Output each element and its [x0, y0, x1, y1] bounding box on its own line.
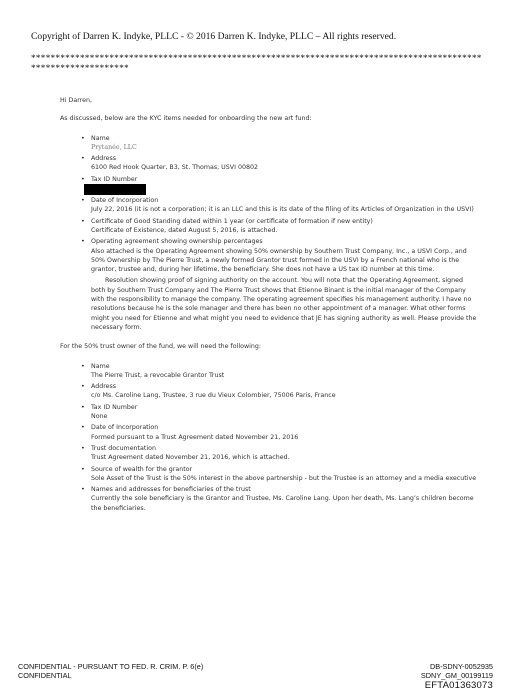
- section2-intro: For the 50% trust owner of the fund, we will need the following:: [60, 343, 261, 351]
- trust-benef-value: Currently the sole beneficiary is the Grantor and Trustee, Ms. Caroline Lang. Upon her death, Ms. Lang’s children become the beneficiaries.: [91, 495, 474, 512]
- greeting: Hi Darren,: [60, 97, 92, 104]
- fund-opagreement-value: Also attached is the Operating Agreement showing 50% ownership by Southern Trust Company, Inc., a USVI Corp., and 50% Ownership by The Pierre Trust, a newly formed Grantor trust formed in the USVI by a French national who is the grantor, trustee and, during her lifetime, the beneficiary. She does not have a US tax ID number at this time.: [91, 247, 467, 274]
- fund-kyc-list: [60, 134, 478, 333]
- trust-kyc-list: [60, 362, 478, 513]
- confidential-line-1: CONFIDENTIAL - PURSUANT TO FED. R. CRIM. P. 6(e): [18, 662, 204, 671]
- fund-incorp-label: • Date of Incorporation: [60, 196, 478, 205]
- confidential-footer: [18, 663, 203, 680]
- fund-name-value: Prytanée, LLC: [91, 143, 137, 151]
- doc-id-2: SDNY_GM_00199119: [420, 670, 493, 680]
- bates-number: EFTA01363073: [424, 680, 493, 691]
- letter-body: [60, 96, 478, 515]
- confidential-line-2: CONFIDENTIAL: [18, 670, 72, 680]
- trust-address-label: • Address: [60, 382, 478, 391]
- trust-taxid-value: None: [91, 413, 108, 421]
- fund-name-label: • Name: [60, 134, 478, 143]
- trust-incorp-value: Formed pursuant to a Trust Agreement dated November 21, 2016: [91, 433, 299, 441]
- trust-doc-label: • Trust documentation: [60, 444, 478, 453]
- trust-address-value: c/o Ms. Caroline Lang, Trustee, 3 rue du Vieux Colombier, 75006 Paris, France: [91, 392, 336, 400]
- trust-doc-value: Trust Agreement dated November 21, 2016, which is attached.: [91, 454, 290, 462]
- trust-name-value: The Pierre Trust, a revocable Grantor Trust: [91, 371, 225, 379]
- trust-wealth-label: • Source of wealth for the grantor: [60, 465, 478, 474]
- copyright-notice: Copyright of Darren K. Indyke, PLLC - © 2016 Darren K. Indyke, PLLC – All rights reserved.: [31, 31, 397, 42]
- trust-taxid-label: • Tax ID Number: [60, 403, 478, 412]
- fund-opagreement-label: • Operating agreement showing ownership percentages: [60, 237, 478, 246]
- fund-goodstanding-label: • Certificate of Good Standing dated within 1 year (or certificate of formation if new entity): [60, 217, 478, 226]
- trust-incorp-label: • Date of Incorporation: [60, 423, 478, 432]
- fund-goodstanding-value: Certificate of Existence, dated August 5, 2016, is attached.: [91, 226, 278, 234]
- fund-resolution-value: Resolution showing proof of signing authority on the account. You will note that the Operating Agreement, signed both by Southern Trust Company and The Pierre Trust shows that Etienne Binant is the initial manager of the Company with the responsibility to manage the company. The operating agreement specifies his management authority. I have no resolutions because he is the sole manager and there has been no other appointment of a manager. What other forms might you need for Etienne and what might you need to evidence that JE has signing authority as well. Please provide the necessary form.: [91, 277, 477, 331]
- redaction-bar: [84, 184, 146, 195]
- trust-wealth-value: Sole Asset of the Trust is the 50% interest in the above partnership - but the Trustee is an attorney and a media executive: [91, 474, 477, 482]
- trust-name-label: • Name: [60, 362, 478, 371]
- fund-incorp-value: July 22, 2016 (it is not a corporation; it is an LLC and this is its date of the filing of its Articles of Organization in the USVI): [91, 206, 474, 214]
- bates-footer: [421, 663, 493, 691]
- intro-paragraph: As discussed, below are the KYC items needed for onboarding the new art fund:: [60, 115, 312, 123]
- trust-benef-label: • Names and addresses for beneficiaries of the trust: [60, 485, 478, 494]
- fund-address-label: • Address: [60, 154, 478, 163]
- fund-taxid-label: • Tax ID Number: [60, 175, 478, 184]
- separator-stars: ****************************************************************************************************************: [31, 53, 482, 73]
- fund-address-value: 6100 Red Hook Quarter, B3, St. Thomas, USVI 00802: [91, 164, 258, 172]
- doc-id-1: DB-SDNY-0052935: [429, 662, 493, 671]
